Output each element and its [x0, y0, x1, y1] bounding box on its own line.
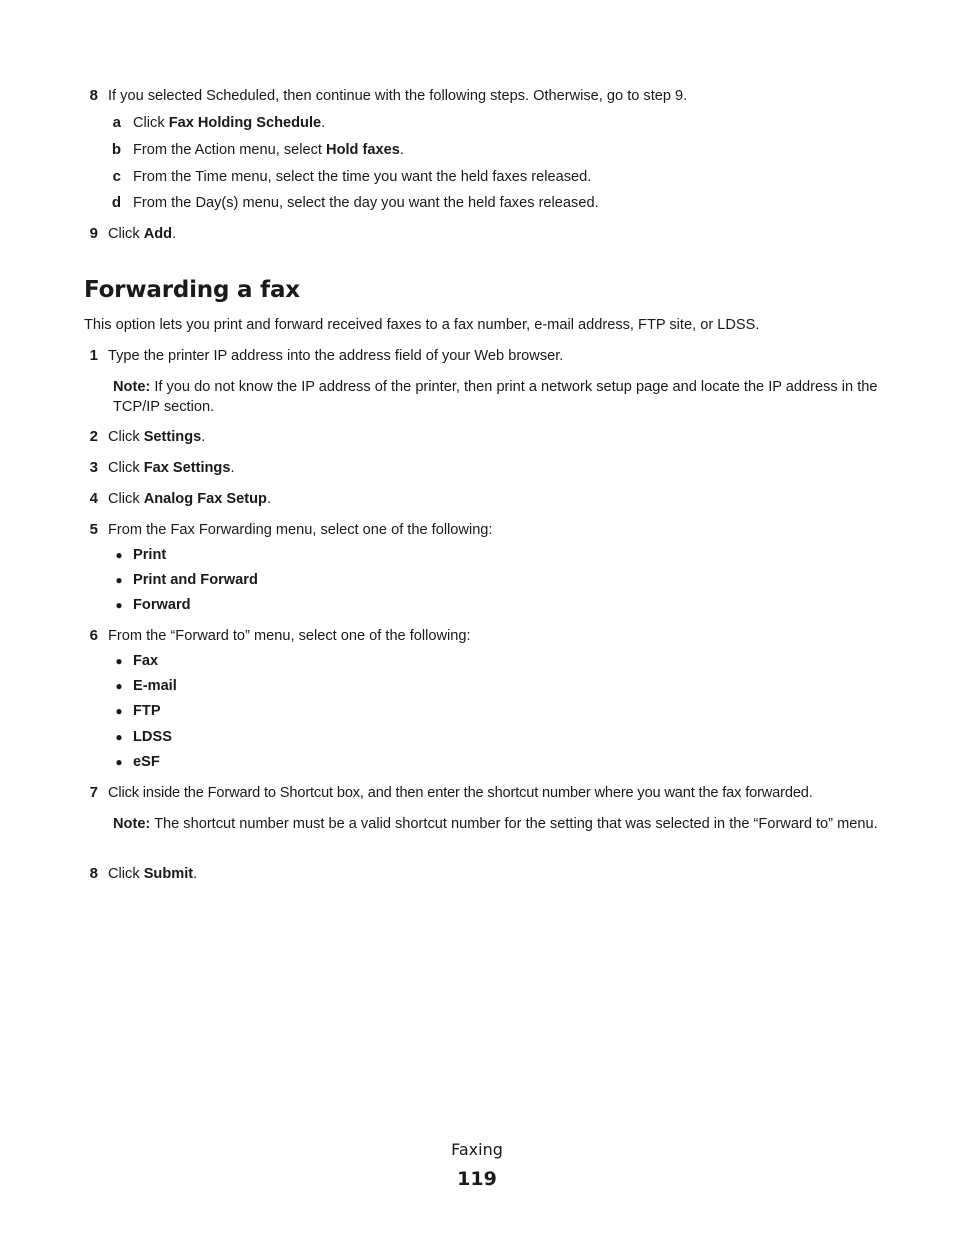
ui-term: Submit: [143, 866, 194, 882]
substep-text: From the Day(s) menu, select the day you want the held faxes released.: [133, 195, 599, 211]
step-number: 7: [89, 784, 98, 801]
substep-letter: a: [112, 114, 121, 131]
bullet-icon: ●: [115, 730, 123, 744]
section-heading: Forwarding a fax: [84, 277, 300, 303]
ui-term: Fax Holding Schedule: [168, 115, 322, 131]
step-number: 8: [89, 865, 98, 882]
step-text: Click Submit.: [108, 866, 198, 882]
step-text: If you selected Scheduled, then continue with the following steps. Otherwise, go to step 9.: [108, 88, 688, 104]
list-item: Print: [133, 547, 167, 563]
substep-text: From the Time menu, select the time you want the held faxes released.: [133, 169, 592, 185]
step-number: 9: [89, 225, 98, 242]
step-number: 5: [89, 521, 98, 538]
step-number: 8: [89, 87, 98, 104]
step-text: Click Add.: [108, 226, 177, 242]
step-number: 3: [89, 459, 98, 476]
ui-term: Fax Settings: [143, 460, 231, 476]
bullet-icon: ●: [115, 679, 123, 693]
note: Note: The shortcut number must be a valid shortcut number for the setting that was selected in the “Forward to” menu.: [113, 816, 878, 832]
substep-letter: c: [112, 168, 121, 185]
substep-letter: b: [111, 141, 121, 158]
list-item: eSF: [133, 754, 160, 770]
ui-term: Hold faxes: [326, 142, 400, 158]
step-text: Type the printer IP address into the address field of your Web browser.: [108, 348, 564, 364]
bullet-icon: ●: [115, 598, 123, 612]
step-text: From the “Forward to” menu, select one of the following:: [108, 628, 471, 644]
list-item: Forward: [133, 597, 191, 613]
ui-term: Settings: [143, 429, 202, 445]
substep-letter: d: [111, 194, 121, 211]
substep-text: Click Fax Holding Schedule.: [133, 115, 326, 131]
list-item: FTP: [133, 703, 161, 719]
bullet-icon: ●: [115, 654, 123, 668]
step-number: 2: [89, 428, 98, 445]
bullet-icon: ●: [115, 755, 123, 769]
bullet-icon: ●: [115, 548, 123, 562]
ui-term: Analog Fax Setup: [143, 491, 267, 507]
bullet-icon: ●: [115, 704, 123, 718]
substep-text: From the Action menu, select Hold faxes.: [133, 142, 404, 158]
list-item: E-mail: [133, 678, 177, 694]
list-item: Print and Forward: [133, 572, 258, 588]
note-label: Note:: [113, 816, 151, 832]
note-label: Note:: [113, 379, 151, 395]
step-text: Click Fax Settings.: [108, 460, 235, 476]
footer-section-label: Faxing: [451, 1140, 503, 1159]
step-text: Click Settings.: [108, 429, 206, 445]
step-text: From the Fax Forwarding menu, select one of the following:: [108, 522, 493, 538]
bullet-icon: ●: [115, 573, 123, 587]
list-item: Fax: [133, 653, 159, 669]
step-number: 6: [89, 627, 98, 644]
note: Note: If you do not know the IP address of the printer, then print a network setup page and locate the IP address in the TCP/IP section.: [113, 379, 878, 415]
step-text: Click inside the Forward to Shortcut box, and then enter the shortcut number where you want the fax forwarded.: [108, 785, 813, 801]
page-number: 119: [457, 1168, 497, 1190]
step-number: 4: [89, 490, 98, 507]
step-number: 1: [89, 347, 98, 364]
intro-paragraph: This option lets you print and forward received faxes to a fax number, e-mail address, FTP site, or LDSS.: [84, 317, 760, 333]
list-item: LDSS: [133, 729, 172, 745]
ui-term: Add: [143, 226, 173, 242]
step-text: Click Analog Fax Setup.: [108, 491, 271, 507]
